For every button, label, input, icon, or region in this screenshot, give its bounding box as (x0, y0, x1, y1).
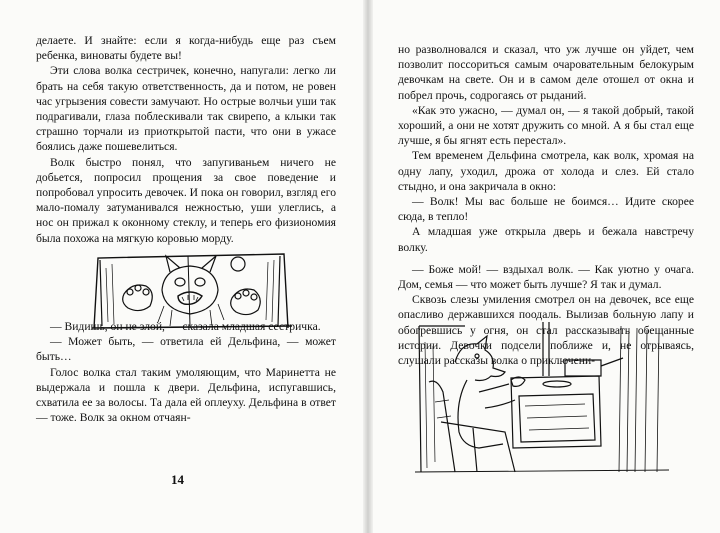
paragraph: — Видишь, он не злой, — сказала младшая сестричка. (50, 320, 321, 333)
paragraph: — Волк! Мы вас больше не боимся… Идите скорее сюда, в тепло! (398, 195, 694, 224)
paragraph: Сквозь слезы умиления смотрел он на девочек, все еще опасливо державшихся поодаль. Вылизав больную лапу и обогревшись у огня, он стал рассказывать обещанные истории. Девочки подсели поближе и, не отрываясь, слушали рассказы волка о приключени- (398, 293, 694, 368)
wolf-by-fireplace-drawing (415, 322, 669, 477)
page-number: 14 (171, 472, 184, 487)
illustration-wolf-at-window (92, 248, 292, 330)
paragraph: делаете. И знайте: если я когда-нибудь еще раз съем ребенка, виноваты будете вы! (36, 34, 336, 63)
paragraph-spacer (398, 255, 694, 262)
illustration-wolf-by-fireplace (415, 322, 669, 477)
paragraph: Волк быстро понял, что запугиваньем ничего не добьется, попросил прощения за свое поведение и попробовал упросить девочек. И пока он говорил, взгляд его мало-помалу затуманивался нежностью, уши улеглись, а нос он прижал к оконному стеклу, и теперь его физиономия была похожа на мягкую коровью морду. (36, 155, 336, 245)
paragraph: Голос волка стал таким умоляющим, что Маринетта не выдержала и пошла к двери. Дельфина, испугавшись, схватила ее за волосы. Та дала ей оплеуху. Дельфина в ответ — тоже. Волк за окном отчаян- (36, 365, 336, 425)
paragraph: А младшая уже открыла дверь и бежала навстречу волку. (398, 225, 694, 254)
paragraph: но разволновался и сказал, что уж лучше он уйдет, чем позволит поссориться самым очаровательным белокурым девочкам на свете. Он и в самом деле отошел от окна и побрел прочь, содрогаясь от рыданий. (398, 43, 694, 102)
right-page (373, 0, 720, 533)
wolf-at-window-drawing (92, 248, 292, 330)
paragraph: Тем временем Дельфина смотрела, как волк, хромая на одну лапу, уходил, дрожа от холода и слез. Ей стало стыдно, и она закричала в окно: (398, 149, 694, 193)
left-page-text-top (36, 33, 336, 246)
paragraph: — Может быть, — ответила ей Дельфина, — может быть… (36, 335, 336, 364)
paragraph: — Боже мой! — вздыхал волк. — Как уютно у очага. Дом, семья — что может быть лучше? Я так и думал. (398, 262, 694, 292)
paragraph: Эти слова волка сестричек, конечно, напугали: легко ли брать на себя такую ответственность, да и потом, не ровен час угрызения совести замучают. Но острые волчьи уши так подрагивали, глаза поблескивали так свирепо, а клыки так страшно торчали из приоткрытой пасти, что они в ужасе боялись даже пошевелиться. (36, 64, 336, 154)
paragraph: «Как это ужасно, — думал он, — я такой добрый, такой хороший, а они не хотят дружить со мной. А я бы стал еще лучше, я бы ягнят есть перестал». (398, 103, 694, 148)
book-gutter (363, 0, 373, 533)
right-page-text (398, 42, 694, 368)
left-page-text-bottom (36, 319, 336, 425)
